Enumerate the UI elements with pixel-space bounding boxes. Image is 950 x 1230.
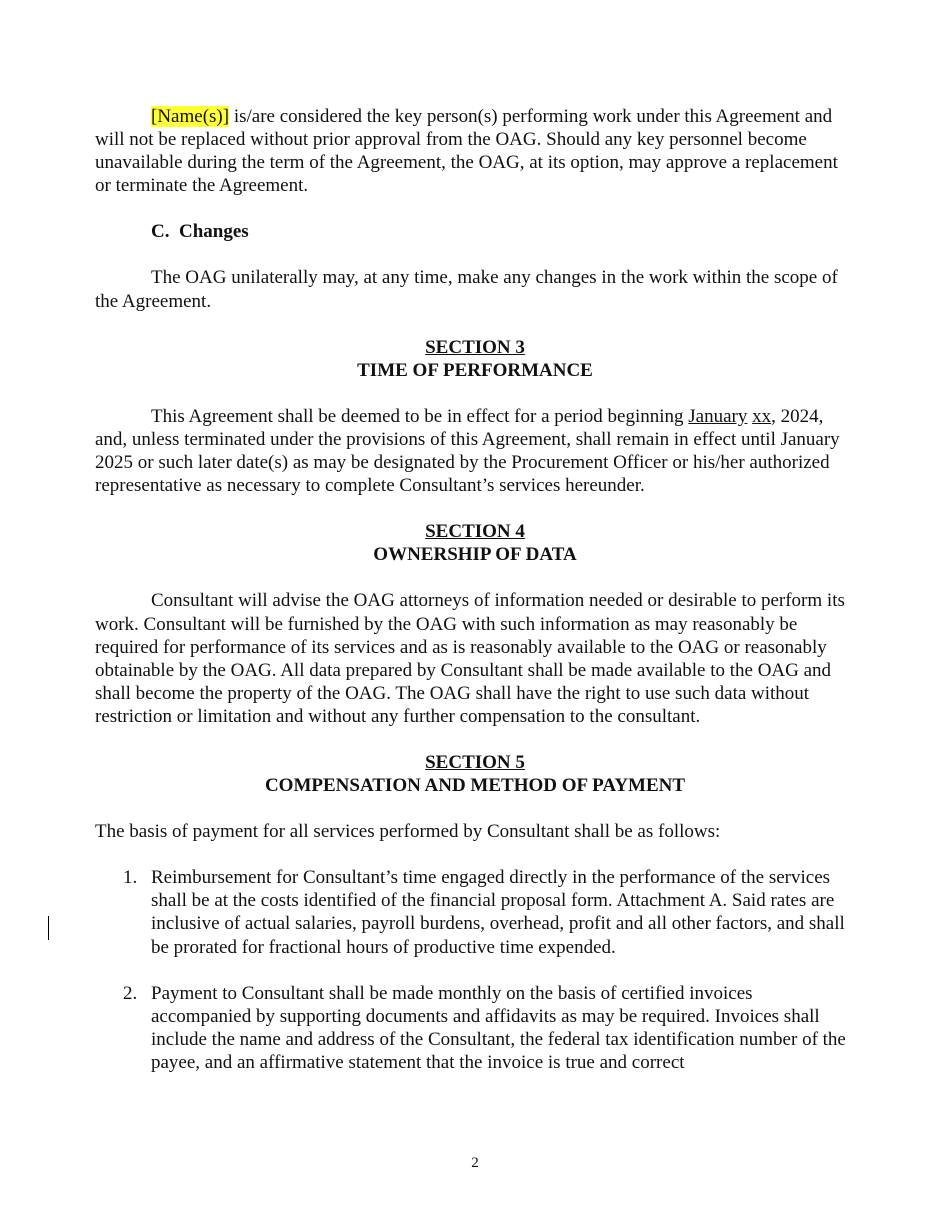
- section-4-heading: [95, 520, 855, 566]
- key-person-text: is/are considered the key person(s) performing work under this Agreement and will not be replaced without prior approval from the OAG. Should any key personnel become unavailable during the term of the Agreement, the OAG, at its option, may approve a replacement or terminate the Agreement.: [95, 106, 838, 197]
- list-item-text: Reimbursement for Consultant’s time engaged directly in the performance of the services shall be at the costs identified of the financial proposal form. Attachment A. Said rates are inclusive of actual salaries, payroll burdens, overhead, profit and all other factors, and shall be prorated for fractional hours of productive time expended.: [151, 867, 845, 958]
- document-page: [95, 105, 855, 1074]
- list-item-marker: 2.: [123, 982, 138, 1004]
- section-4-title: OWNERSHIP OF DATA: [373, 544, 577, 566]
- section-3-text-before: This Agreement shall be deemed to be in effect for a period beginning: [151, 405, 689, 427]
- page-number: 2: [471, 1155, 479, 1171]
- changes-heading-text: Changes: [179, 221, 249, 243]
- section-4-paragraph: Consultant will advise the OAG attorneys of information needed or desirable to perform its work. Consultant will be furnished by the OAG with such information as may reasonably be required for performance of its services and as is reasonably available to the OAG or reasonably obtainable by the OAG. All data prepared by Consultant shall be made available to the OAG and shall become the property of the OAG. The OAG shall have the right to use such data without restriction or limitation and without any further compensation to the consultant.: [95, 590, 845, 727]
- section-3-heading: [95, 336, 855, 382]
- key-person-paragraph: [95, 105, 855, 197]
- section-3-title: TIME OF PERFORMANCE: [357, 359, 593, 381]
- changes-heading-letter: C.: [151, 221, 170, 243]
- list-item-text: Payment to Consultant shall be made monthly on the basis of certified invoices accompanied by supporting documents and affidavits as may be required. Invoices shall include the name and address of the Consultant, the federal tax identification number of the payee, and an affirmative statement that the invoice is true and correct: [151, 982, 846, 1073]
- name-placeholder-highlight: [Name(s)]: [151, 106, 230, 127]
- section-3-day: xx: [752, 405, 772, 427]
- changes-heading: [151, 220, 855, 243]
- section-5-title: COMPENSATION AND METHOD OF PAYMENT: [264, 775, 686, 797]
- revision-bar: [48, 916, 49, 940]
- changes-paragraph: The OAG unilaterally may, at any time, make any changes in the work within the scope of the Agreement.: [95, 267, 838, 312]
- payment-list: [95, 866, 855, 1074]
- section-5-number: SECTION 5: [425, 751, 525, 773]
- section-3-text-after: , 2024, and, unless terminated under the provisions of this Agreement, shall remain in effect until January 2025 or such later date(s) as may be designated by the Procurement Officer or his/her authorized representative as necessary to complete Consultant’s services hereunder.: [95, 405, 840, 497]
- list-item-marker: 1.: [123, 867, 138, 889]
- section-4-number: SECTION 4: [425, 521, 525, 543]
- section-3-month: January: [688, 405, 748, 427]
- section-3-paragraph: [95, 405, 855, 497]
- list-item: [95, 982, 855, 1074]
- section-5-intro: The basis of payment for all services performed by Consultant shall be as follows:: [95, 821, 721, 843]
- list-item: [95, 866, 855, 958]
- section-5-heading: [95, 751, 855, 797]
- section-3-number: SECTION 3: [425, 336, 525, 358]
